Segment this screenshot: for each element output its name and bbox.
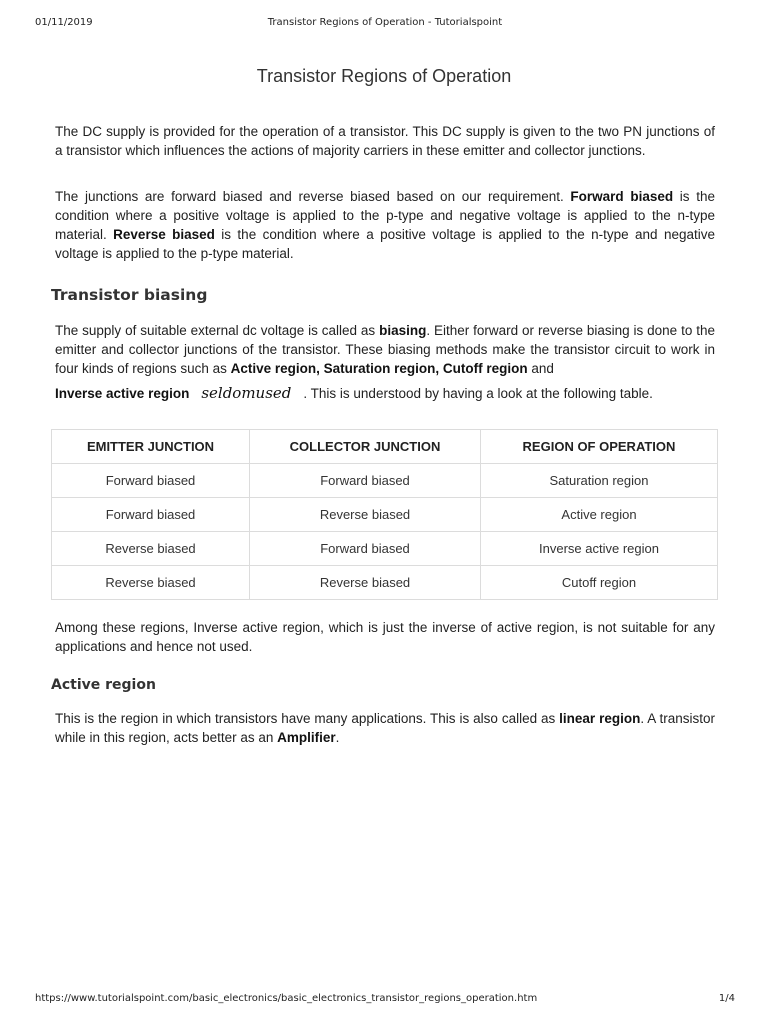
table-header-row — [52, 430, 718, 464]
print-footer — [35, 993, 735, 1007]
inverse-active-term: Inverse active region — [55, 386, 190, 401]
table-cell: Forward biased — [52, 464, 250, 498]
table-cell: Saturation region — [481, 464, 718, 498]
biasing-line-2-text — [55, 384, 715, 403]
table-row — [52, 498, 718, 532]
active-region-text — [55, 709, 715, 747]
table-cell: Cutoff region — [481, 566, 718, 600]
table-cell: Reverse biased — [52, 532, 250, 566]
regions-list-term: Active region, Saturation region, Cutoff region — [230, 361, 528, 376]
print-title: Transistor Regions of Operation - Tutorialspoint — [267, 17, 503, 28]
biasing-text-a: The supply of suitable external dc voltage is called as — [55, 323, 380, 338]
table-cell: Forward biased — [52, 498, 250, 532]
page-title: Transistor Regions of Operation — [256, 66, 512, 86]
biasing-paragraph — [55, 321, 715, 378]
active-text-a: This is the region in which transistors have many applications. This is also called as — [55, 711, 560, 726]
regions-table — [51, 429, 718, 600]
table-cell: Forward biased — [250, 464, 481, 498]
reverse-biased-term: Reverse biased — [113, 227, 215, 242]
forward-biased-term: Forward biased — [570, 189, 674, 204]
table-cell: Reverse biased — [52, 566, 250, 600]
heading-transistor-biasing: Transistor biasing — [51, 286, 208, 304]
table-row — [52, 532, 718, 566]
linear-region-term: linear region — [559, 711, 641, 726]
table-cell: Inverse active region — [481, 532, 718, 566]
biasing-term: biasing — [379, 323, 427, 338]
biasing-line-2-rest: . This is understood by having a look at the following table. — [303, 386, 653, 401]
active-text-e: . — [335, 730, 340, 745]
print-url: https://www.tutorialspoint.com/basic_electronics/basic_electronics_transistor_regions_operation.htm — [35, 993, 538, 1004]
header-collector-junction: COLLECTOR JUNCTION — [250, 430, 481, 464]
table-cell: Active region — [481, 498, 718, 532]
table-cell: Reverse biased — [250, 498, 481, 532]
amplifier-term: Amplifier — [277, 730, 336, 745]
biasing-text-c: . Either forward or reverse biasing is done to the emitter and collector junctions of the transistor. These biasing methods make the transistor circuit to work in four kinds of regions such as — [55, 323, 715, 376]
active-region-paragraph — [55, 709, 715, 747]
after-table-text: Among these regions, Inverse active region, which is just the inverse of active region, is not suitable for any applications and hence not used. — [55, 620, 715, 654]
biasing-line-2 — [55, 384, 715, 403]
intro-text-1: The DC supply is provided for the operation of a transistor. This DC supply is given to the two PN junctions of a transistor which influences the actions of majority carriers in these emitter and collector junctions. — [55, 124, 715, 158]
header-emitter-junction: EMITTER JUNCTION — [52, 430, 250, 464]
print-date: 01/11/2019 — [35, 17, 93, 28]
intro-text-2 — [55, 187, 715, 263]
page-number: 1/4 — [718, 993, 735, 1004]
biasing-text-e: and — [527, 361, 554, 376]
intro-paragraph-2 — [55, 187, 715, 263]
intro-text-2e: is the condition where a positive voltage is applied to the n-type and negative voltage is applied to the p-type material. — [55, 227, 715, 261]
table-row — [52, 566, 718, 600]
after-table-paragraph — [55, 618, 715, 656]
intro-text-2c: is the condition where a positive voltage is applied to the p-type and negative voltage is applied to the n-type material. — [55, 189, 715, 242]
table-cell: Forward biased — [250, 532, 481, 566]
table-cell: Reverse biased — [250, 566, 481, 600]
biasing-text — [55, 321, 715, 378]
heading-active-region: Active region — [51, 677, 156, 693]
header-region-of-operation: REGION OF OPERATION — [481, 430, 718, 464]
intro-text-2a: The junctions are forward biased and reverse biased based on our requirement. — [55, 189, 571, 204]
active-text-c: . A transistor while in this region, acts better as an — [55, 711, 715, 745]
table-row — [52, 464, 718, 498]
intro-paragraph-1 — [55, 122, 715, 160]
seldom-used-math: seldomused — [201, 384, 292, 402]
print-header — [35, 17, 735, 31]
